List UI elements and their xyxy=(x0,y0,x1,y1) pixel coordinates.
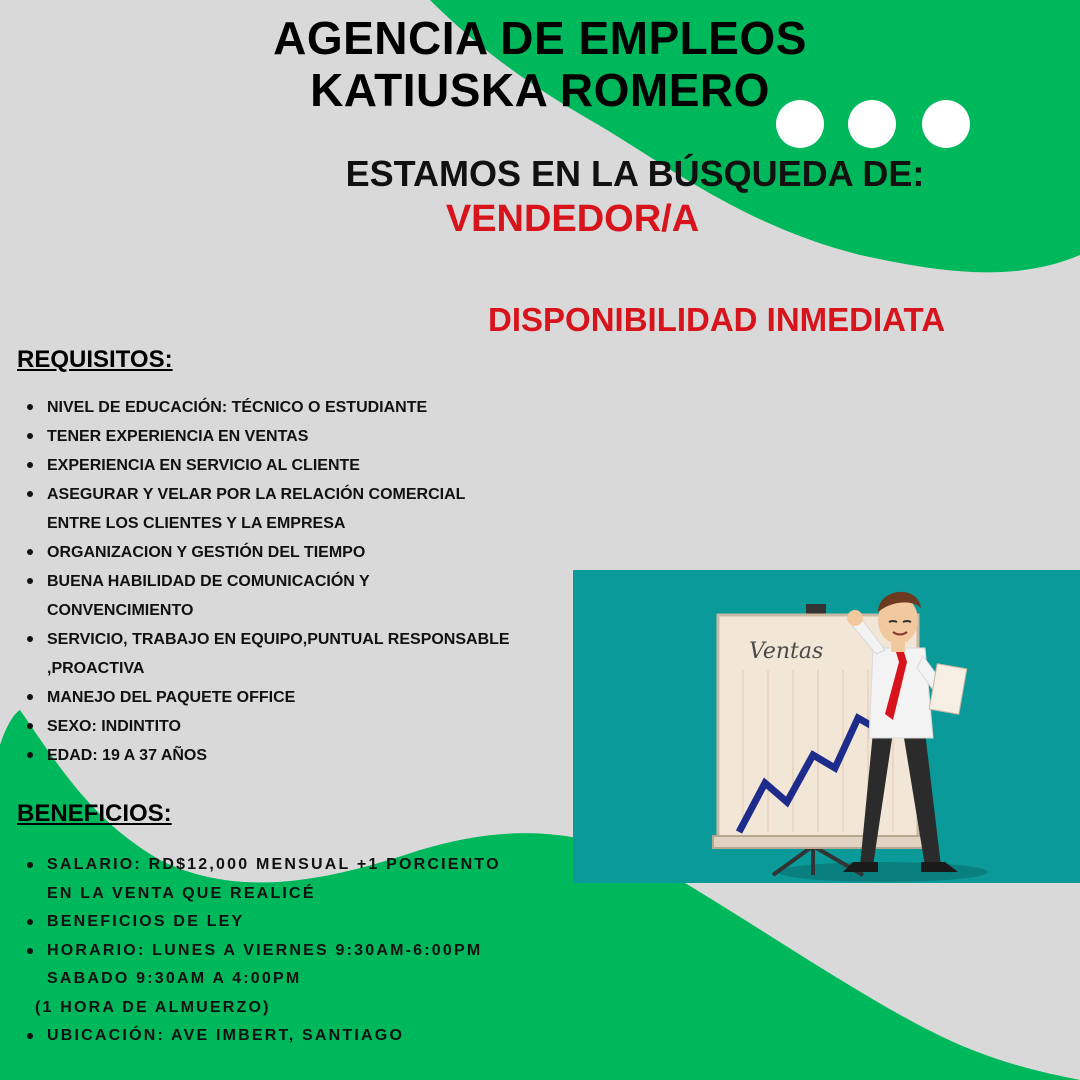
list-item: ASEGURAR Y VELAR POR LA RELACIÓN COMERCIAL ENTRE LOS CLIENTES Y LA EMPRESA xyxy=(47,480,517,538)
list-item: SERVICIO, TRABAJO EN EQUIPO,PUNTUAL RESPONSABLE ,PROACTIVA xyxy=(47,625,517,683)
schedule-text: HORARIO: LUNES A VIERNES 9:30AM-6:00PM SABADO 9:30AM A 4:00PM xyxy=(47,941,483,987)
list-item: ORGANIZACION Y GESTIÓN DEL TIEMPO xyxy=(47,538,517,567)
benefits-list xyxy=(35,851,517,1051)
title-line-2: KATIUSKA ROMERO xyxy=(310,64,770,116)
list-item: EXPERIENCIA EN SERVICIO AL CLIENTE xyxy=(47,451,517,480)
title-line-1: AGENCIA DE EMPLEOS xyxy=(273,12,807,64)
requirements-list xyxy=(47,393,517,770)
lunch-note: (1 HORA DE ALMUERZO) xyxy=(35,998,271,1016)
whiteboard-label: Ventas xyxy=(749,639,824,664)
list-item: SEXO: INDINTITO xyxy=(47,712,517,741)
list-item: UBICACIÓN: AVE IMBERT, SANTIAGO xyxy=(47,1022,517,1051)
requirements-heading: REQUISITOS: xyxy=(17,346,173,373)
whiteboard-base xyxy=(713,836,923,848)
list-item: BUENA HABILIDAD DE COMUNICACIÓN Y CONVENCIMIENTO xyxy=(47,567,517,625)
benefits-heading: BENEFICIOS: xyxy=(17,800,172,827)
list-item: EDAD: 19 A 37 AÑOS xyxy=(47,741,517,770)
dot-icon xyxy=(776,100,824,148)
availability-text: DISPONIBILIDAD INMEDIATA xyxy=(488,301,946,338)
list-item: SALARIO: RD$12,000 MENSUAL +1 PORCIENTO EN LA VENTA QUE REALICÉ xyxy=(47,851,517,908)
search-subtitle: ESTAMOS EN LA BÚSQUEDA DE: xyxy=(345,153,925,194)
list-item: NIVEL DE EDUCACIÓN: TÉCNICO O ESTUDIANTE xyxy=(47,393,517,422)
dot-icon xyxy=(848,100,896,148)
list-item: MANEJO DEL PAQUETE OFFICE xyxy=(47,683,517,712)
job-role: VENDEDOR/A xyxy=(445,198,700,240)
list-item: BENEFICIOS DE LEY xyxy=(47,908,517,937)
dots-decoration-icon xyxy=(776,100,976,150)
sales-presenter-illustration xyxy=(573,570,1080,883)
list-item: TENER EXPERIENCIA EN VENTAS xyxy=(47,422,517,451)
dot-icon xyxy=(922,100,970,148)
list-item xyxy=(35,937,517,1023)
